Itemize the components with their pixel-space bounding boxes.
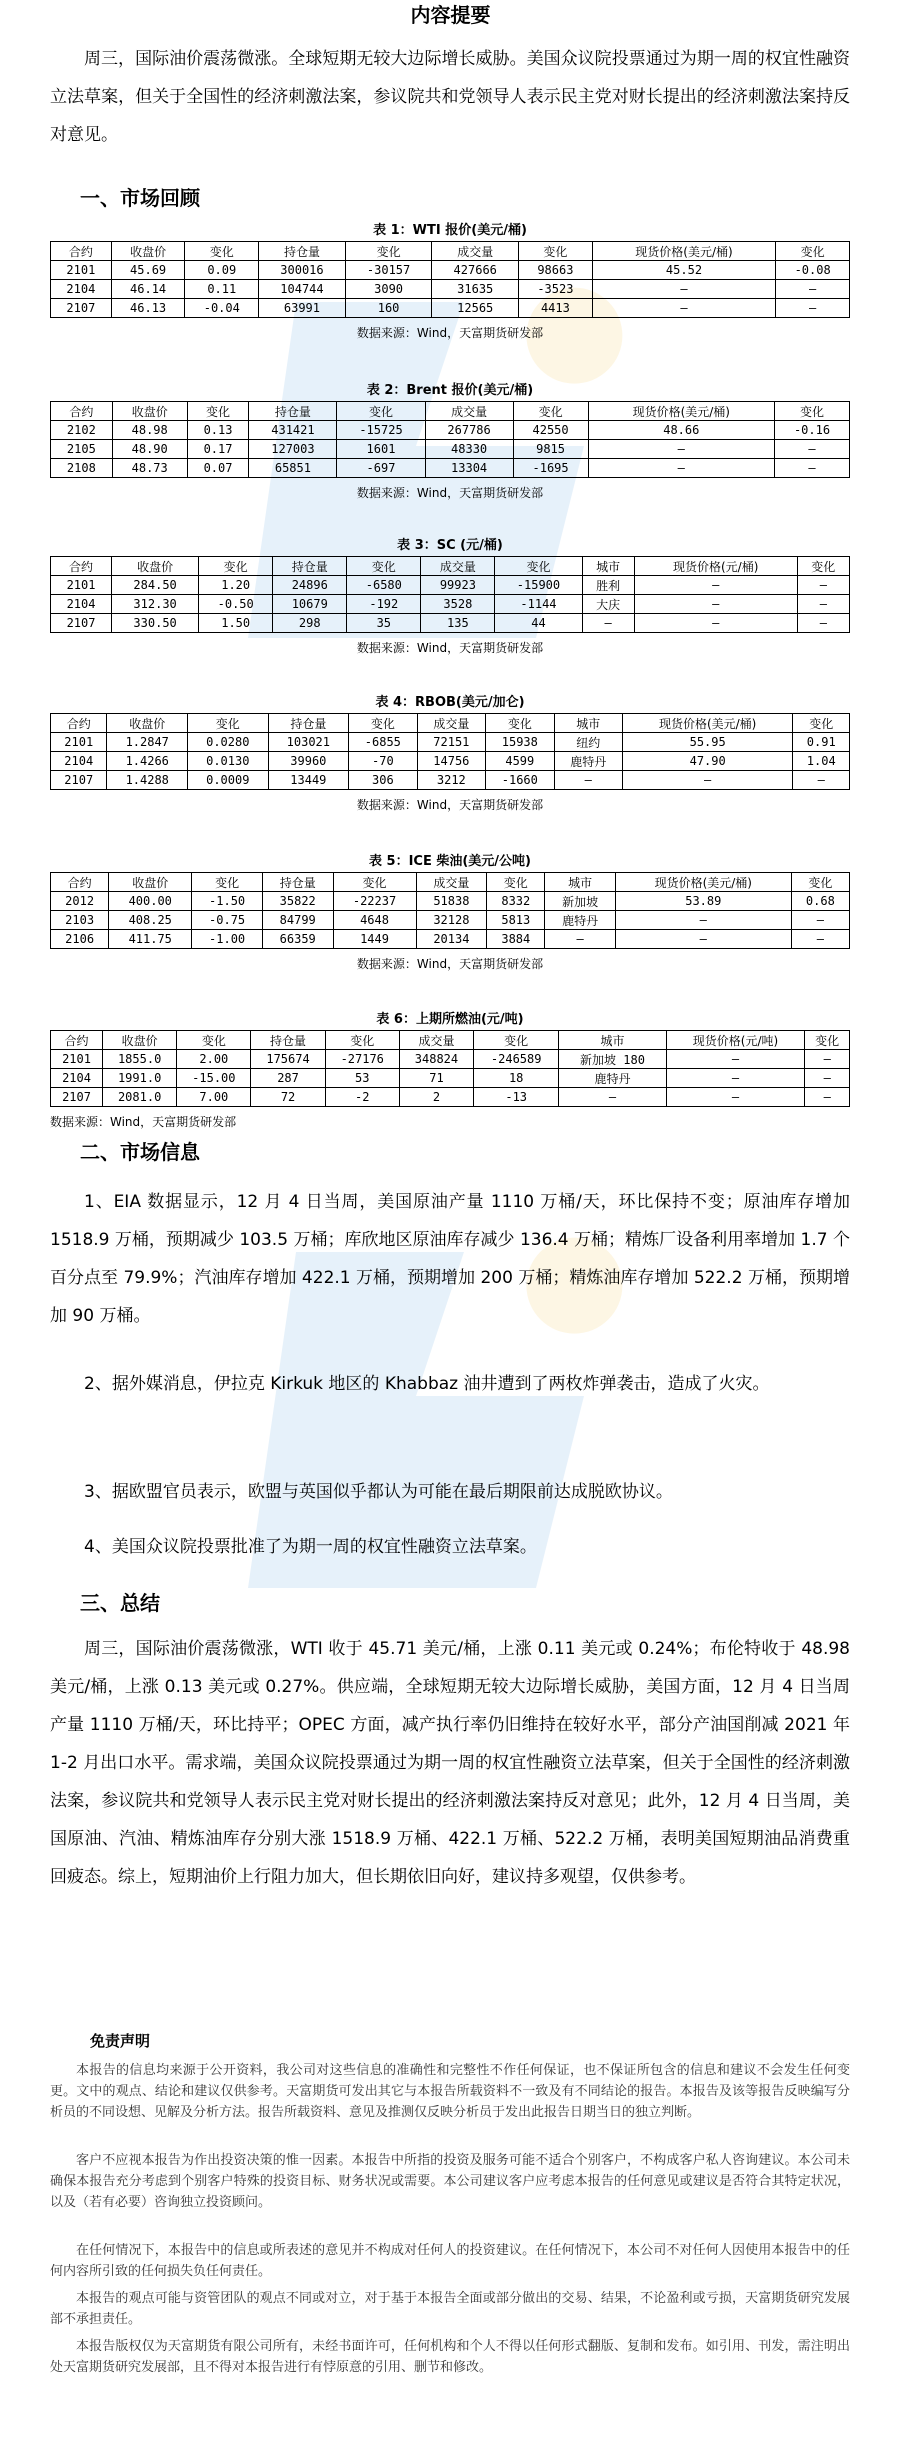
table-cell: — xyxy=(554,771,622,790)
table-cell: — xyxy=(797,595,849,614)
table-cell: 0.68 xyxy=(791,892,849,911)
table-cell: -1.00 xyxy=(192,930,263,949)
section-heading-market-review: 一、市场回顾 xyxy=(80,186,200,210)
table-cell: 44 xyxy=(495,614,582,633)
table-cell: 鹿特丹 xyxy=(554,752,622,771)
table-brent xyxy=(50,401,850,478)
table-cell: 10679 xyxy=(273,595,347,614)
header-cell: 收盘价 xyxy=(109,873,192,892)
table-cell: 39960 xyxy=(268,752,349,771)
table-shfe-fuel-oil xyxy=(50,1030,850,1107)
table-cell: — xyxy=(666,1069,805,1088)
header-cell: 变化 xyxy=(325,1031,399,1050)
table-cell: 46.14 xyxy=(111,280,185,299)
header-cell: 收盘价 xyxy=(107,714,188,733)
table-row xyxy=(51,280,850,299)
disclaimer-paragraph: 本报告版权仅为天富期货有限公司所有，未经书面许可，任何机构和个人不得以任何形式翻版、复制和发布。如引用、刊发，需注明出处天富期货研究发展部，且不得对本报告进行有悖原意的引用、删节和修改。 xyxy=(50,2339,850,2375)
table-cell: 12565 xyxy=(432,299,519,318)
header-cell: 合约 xyxy=(51,1031,103,1050)
table-cell: 99923 xyxy=(421,576,495,595)
table-cell: 51838 xyxy=(416,892,487,911)
table-cell: — xyxy=(592,280,776,299)
table-row xyxy=(51,1069,850,1088)
table-cell: — xyxy=(545,930,615,949)
header-cell: 合约 xyxy=(51,873,109,892)
table-cell: 1.20 xyxy=(199,576,273,595)
table-title: 表 3：SC (元/桶) xyxy=(397,538,503,553)
table-cell: 1601 xyxy=(337,440,425,459)
table-row xyxy=(51,576,850,595)
table-cell: 2102 xyxy=(51,421,113,440)
table-cell: 48.98 xyxy=(112,421,187,440)
table-cell: -3523 xyxy=(519,280,593,299)
table-cell: 0.0130 xyxy=(188,752,269,771)
table-cell: — xyxy=(797,576,849,595)
header-cell: 合约 xyxy=(51,242,112,261)
header-cell: 变化 xyxy=(188,714,269,733)
table-cell: 48.73 xyxy=(112,459,187,478)
table-cell: 72151 xyxy=(417,733,485,752)
table-ice-gasoil xyxy=(50,872,850,949)
header-cell: 变化 xyxy=(486,714,554,733)
table-cell: — xyxy=(805,1069,850,1088)
header-cell: 现货价格(美元/桶) xyxy=(588,402,775,421)
header-cell: 变化 xyxy=(192,873,263,892)
table-cell: 8332 xyxy=(487,892,545,911)
summary-paragraph: 周三，国际油价震荡微涨，WTI 收于 45.71 美元/桶，上涨 0.11 美元或 0.24%；布伦特收于 48.98 美元/桶，上涨 0.13 美元或 0.27%。供应端，全球短期无较大边际增长威胁，美国方面，12 月 4 日当周产量 1110 万桶/天，环比持平；OPEC 方面，减产执行率仍旧维持在较好水平，部分产油国削减 2021 年 1-2 月出口水平。需求端，美国众议院投票通过为期一周的权宜性融资立法草案，但关于全国性的经济刺激法案，参议院共和党领导人表示民主党对财长提出的经济刺激法案持反对意见；此外，12 月 4 日当周，美国原油、汽油、精炼油库存分别大涨 1518.9 万桶、422.1 万桶、522.2 万桶，表明美国短期油品消费重回疲态。综上，短期油价上行阻力加大，但长期依旧向好，建议持多观望，仅供参考。 xyxy=(50,1639,850,1887)
table-cell: 2107 xyxy=(51,614,112,633)
table-row xyxy=(51,911,850,930)
table-cell: — xyxy=(797,614,849,633)
table-cell: — xyxy=(615,930,791,949)
table-cell: -15.00 xyxy=(177,1069,251,1088)
table-cell: 13449 xyxy=(268,771,349,790)
table-cell: 53.89 xyxy=(615,892,791,911)
table-cell: -0.04 xyxy=(185,299,259,318)
header-cell: 变化 xyxy=(347,557,421,576)
table-row xyxy=(51,614,850,633)
table-cell: -1.50 xyxy=(192,892,263,911)
table-cell: — xyxy=(588,440,775,459)
table-cell: 1855.0 xyxy=(103,1050,177,1069)
table-rbob xyxy=(50,713,850,790)
table-cell: -1695 xyxy=(513,459,588,478)
table-cell: 42550 xyxy=(513,421,588,440)
table-cell: 84799 xyxy=(262,911,333,930)
table-cell: 2101 xyxy=(51,261,112,280)
table-cell: -0.16 xyxy=(775,421,850,440)
table-cell: 2105 xyxy=(51,440,113,459)
table-cell: -0.75 xyxy=(192,911,263,930)
table-cell: 160 xyxy=(345,299,432,318)
table-cell: — xyxy=(634,576,797,595)
info-item: 4、美国众议院投票批准了为期一周的权宜性融资立法草案。 xyxy=(84,1537,537,1557)
table-cell: 267786 xyxy=(425,421,513,440)
info-item: 2、据外媒消息，伊拉克 Kirkuk 地区的 Khabbaz 油井遭到了两枚炸弹袭击，造成了火灾。 xyxy=(84,1374,770,1394)
table-cell: 2107 xyxy=(51,299,112,318)
table-cell: 2101 xyxy=(51,576,112,595)
table-title: 表 4：RBOB(美元/加仑) xyxy=(375,695,525,710)
header-cell: 成交量 xyxy=(399,1031,473,1050)
table-row xyxy=(51,1088,850,1107)
header-cell: 变化 xyxy=(487,873,545,892)
table-cell: -0.08 xyxy=(776,261,850,280)
table-cell: 胜利 xyxy=(582,576,634,595)
table-cell: 18 xyxy=(474,1069,559,1088)
header-cell: 收盘价 xyxy=(103,1031,177,1050)
table-cell: 15938 xyxy=(486,733,554,752)
header-cell: 持仓量 xyxy=(259,242,346,261)
table-cell: 65851 xyxy=(249,459,337,478)
table-cell: 400.00 xyxy=(109,892,192,911)
table-header-row xyxy=(51,1031,850,1050)
table-cell: 2103 xyxy=(51,911,109,930)
table-cell: -192 xyxy=(347,595,421,614)
header-cell: 变化 xyxy=(177,1031,251,1050)
table-cell: 306 xyxy=(349,771,417,790)
header-cell: 成交量 xyxy=(416,873,487,892)
header-cell: 变化 xyxy=(513,402,588,421)
table-cell: 14756 xyxy=(417,752,485,771)
header-cell: 城市 xyxy=(582,557,634,576)
table-cell: 1991.0 xyxy=(103,1069,177,1088)
table-cell: 0.13 xyxy=(187,421,249,440)
table-cell: 0.0280 xyxy=(188,733,269,752)
header-cell: 现货价格(美元/桶) xyxy=(615,873,791,892)
disclaimer-title: 免责声明 xyxy=(90,2032,151,2050)
table-cell: -6855 xyxy=(349,733,417,752)
table-cell: -15900 xyxy=(495,576,582,595)
header-cell: 变化 xyxy=(805,1031,850,1050)
header-cell: 持仓量 xyxy=(273,557,347,576)
table-cell: 1.04 xyxy=(793,752,850,771)
table-cell: — xyxy=(622,771,793,790)
table-cell: 2101 xyxy=(51,733,107,752)
header-cell: 合约 xyxy=(51,402,113,421)
header-cell: 成交量 xyxy=(432,242,519,261)
table-cell: — xyxy=(791,930,849,949)
table-cell: -2 xyxy=(325,1088,399,1107)
table-cell: 411.75 xyxy=(109,930,192,949)
table-cell: 2108 xyxy=(51,459,113,478)
table-cell: — xyxy=(666,1088,805,1107)
table-cell: — xyxy=(805,1088,850,1107)
table-cell: 2104 xyxy=(51,280,112,299)
table-cell: 330.50 xyxy=(112,614,199,633)
table-cell: — xyxy=(776,299,850,318)
table-cell: 4648 xyxy=(333,911,416,930)
table-cell: 1.2847 xyxy=(107,733,188,752)
table-cell: 鹿特丹 xyxy=(545,911,615,930)
table-cell: — xyxy=(615,911,791,930)
table-cell: 0.09 xyxy=(185,261,259,280)
table-cell: 135 xyxy=(421,614,495,633)
table-cell: 纽约 xyxy=(554,733,622,752)
table-cell: — xyxy=(634,614,797,633)
header-cell: 成交量 xyxy=(425,402,513,421)
table-cell: 103021 xyxy=(268,733,349,752)
table-row xyxy=(51,930,850,949)
table-cell: 427666 xyxy=(432,261,519,280)
header-cell: 合约 xyxy=(51,557,112,576)
table-row xyxy=(51,1050,850,1069)
table-cell: -13 xyxy=(474,1088,559,1107)
table-cell: 2107 xyxy=(51,771,107,790)
table-cell: 55.95 xyxy=(622,733,793,752)
table-cell: 45.69 xyxy=(111,261,185,280)
disclaimer-paragraph: 在任何情况下，本报告中的信息或所表述的意见并不构成对任何人的投资建议。在任何情况下，本公司不对任何人因使用本报告中的任何内容所引致的任何损失负任何责任。 xyxy=(50,2243,850,2279)
table-cell: — xyxy=(666,1050,805,1069)
table-cell: — xyxy=(775,440,850,459)
header-cell: 城市 xyxy=(559,1031,666,1050)
data-source-note: 数据来源：Wind，天富期货研发部 xyxy=(356,957,544,971)
header-cell: 成交量 xyxy=(417,714,485,733)
table-cell: 46.13 xyxy=(111,299,185,318)
section-heading-market-info: 二、市场信息 xyxy=(80,1140,200,1164)
table-cell: 63991 xyxy=(259,299,346,318)
header-cell: 城市 xyxy=(554,714,622,733)
header-cell: 收盘价 xyxy=(112,402,187,421)
table-header-row xyxy=(51,402,850,421)
header-cell: 变化 xyxy=(474,1031,559,1050)
table-title: 表 1：WTI 报价(美元/桶) xyxy=(373,223,527,238)
header-cell: 变化 xyxy=(793,714,850,733)
data-source-note: 数据来源：Wind，天富期货研发部 xyxy=(356,326,544,340)
header-cell: 变化 xyxy=(776,242,850,261)
table-cell: 5813 xyxy=(487,911,545,930)
section-heading-summary: 三、总结 xyxy=(80,1591,160,1615)
table-row xyxy=(51,440,850,459)
header-cell: 变化 xyxy=(333,873,416,892)
table-cell: 3212 xyxy=(417,771,485,790)
table-cell: 7.00 xyxy=(177,1088,251,1107)
table-cell: 1.4288 xyxy=(107,771,188,790)
header-cell: 变化 xyxy=(337,402,425,421)
table-cell: 0.0009 xyxy=(188,771,269,790)
table-cell: 1449 xyxy=(333,930,416,949)
table-sc xyxy=(50,556,850,633)
header-cell: 变化 xyxy=(495,557,582,576)
table-cell: 2104 xyxy=(51,1069,103,1088)
table-cell: 2012 xyxy=(51,892,109,911)
intro-paragraph: 周三，国际油价震荡微涨。全球短期无较大边际增长威胁。美国众议院投票通过为期一周的权宜性融资立法草案，但关于全国性的经济刺激法案，参议院共和党领导人表示民主党对财长提出的经济刺激法案持反对意见。 xyxy=(50,49,850,145)
header-cell: 持仓量 xyxy=(249,402,337,421)
table-header-row xyxy=(51,873,850,892)
table-cell: 175674 xyxy=(251,1050,325,1069)
table-cell: 98663 xyxy=(519,261,593,280)
table-cell: 300016 xyxy=(259,261,346,280)
table-cell: 4413 xyxy=(519,299,593,318)
table-cell: 2106 xyxy=(51,930,109,949)
table-row xyxy=(51,261,850,280)
table-cell: — xyxy=(588,459,775,478)
table-cell: 2107 xyxy=(51,1088,103,1107)
table-cell: 284.50 xyxy=(112,576,199,595)
table-cell: 1.4266 xyxy=(107,752,188,771)
table-cell: 348824 xyxy=(399,1050,473,1069)
table-cell: 408.25 xyxy=(109,911,192,930)
table-cell: 3884 xyxy=(487,930,545,949)
header-cell: 变化 xyxy=(519,242,593,261)
table-cell: 72 xyxy=(251,1088,325,1107)
table-cell: 2081.0 xyxy=(103,1088,177,1107)
table-cell: 48330 xyxy=(425,440,513,459)
table-cell: 32128 xyxy=(416,911,487,930)
table-header-row xyxy=(51,557,850,576)
table-cell: -0.50 xyxy=(199,595,273,614)
table-cell: 35 xyxy=(347,614,421,633)
table-cell: 71 xyxy=(399,1069,473,1088)
header-cell: 变化 xyxy=(791,873,849,892)
table-row xyxy=(51,771,850,790)
table-cell: 24896 xyxy=(273,576,347,595)
table-cell: — xyxy=(791,911,849,930)
table-row xyxy=(51,421,850,440)
table-cell: 2 xyxy=(399,1088,473,1107)
disclaimer-paragraph: 本报告的观点可能与资管团队的观点不同或对立，对于基于本报告全面或部分做出的交易、结果，不论盈利或亏损，天富期货研究发展部不承担责任。 xyxy=(50,2291,850,2327)
table-cell: 53 xyxy=(325,1069,399,1088)
table-cell: 0.17 xyxy=(187,440,249,459)
header-cell: 收盘价 xyxy=(111,242,185,261)
table-cell: 31635 xyxy=(432,280,519,299)
table-cell: — xyxy=(805,1050,850,1069)
header-cell: 现货价格(元/吨) xyxy=(666,1031,805,1050)
table-cell: 新加坡 180 xyxy=(559,1050,666,1069)
table-title: 表 5：ICE 柴油(美元/公吨) xyxy=(369,854,531,869)
table-header-row xyxy=(51,242,850,261)
table-title: 表 6：上期所燃油(元/吨) xyxy=(376,1012,524,1027)
table-cell: 0.11 xyxy=(185,280,259,299)
table-cell: 35822 xyxy=(262,892,333,911)
table-row xyxy=(51,299,850,318)
table-cell: 312.30 xyxy=(112,595,199,614)
table-cell: 2104 xyxy=(51,595,112,614)
header-cell: 变化 xyxy=(185,242,259,261)
table-cell: 298 xyxy=(273,614,347,633)
header-cell: 变化 xyxy=(797,557,849,576)
table-cell: -70 xyxy=(349,752,417,771)
header-cell: 现货价格(美元/桶) xyxy=(592,242,776,261)
table-cell: — xyxy=(559,1088,666,1107)
table-cell: -15725 xyxy=(337,421,425,440)
table-cell: 大庆 xyxy=(582,595,634,614)
disclaimer-paragraph: 客户不应视本报告为作出投资决策的惟一因素。本报告中所指的投资及服务可能不适合个别客户，不构成客户私人咨询建议。本公司未确保本报告充分考虑到个别客户特殊的投资目标、财务状况或需要。本公司建议客户应考虑本报告的任何意见或建议是否符合其特定状况，以及（若有必要）咨询独立投资顾问。 xyxy=(50,2153,850,2210)
table-cell: -697 xyxy=(337,459,425,478)
table-cell: 13304 xyxy=(425,459,513,478)
table-cell: 431421 xyxy=(249,421,337,440)
table-cell: 3528 xyxy=(421,595,495,614)
header-cell: 城市 xyxy=(545,873,615,892)
header-cell: 收盘价 xyxy=(112,557,199,576)
table-cell: 2101 xyxy=(51,1050,103,1069)
header-cell: 持仓量 xyxy=(262,873,333,892)
header-cell: 现货价格(美元/桶) xyxy=(622,714,793,733)
data-source-note: 数据来源：Wind，天富期货研发部 xyxy=(50,1115,237,1129)
table-cell: -30157 xyxy=(345,261,432,280)
table-cell: 0.91 xyxy=(793,733,850,752)
header-cell: 变化 xyxy=(199,557,273,576)
data-source-note: 数据来源：Wind，天富期货研发部 xyxy=(356,798,544,812)
table-cell: 3090 xyxy=(345,280,432,299)
header-cell: 成交量 xyxy=(421,557,495,576)
header-cell: 变化 xyxy=(345,242,432,261)
header-cell: 变化 xyxy=(349,714,417,733)
table-cell: -27176 xyxy=(325,1050,399,1069)
table-cell: 66359 xyxy=(262,930,333,949)
table-cell: 新加坡 xyxy=(545,892,615,911)
table-row xyxy=(51,459,850,478)
header-cell: 持仓量 xyxy=(251,1031,325,1050)
table-cell: — xyxy=(582,614,634,633)
table-cell: — xyxy=(793,771,850,790)
table-cell: -6580 xyxy=(347,576,421,595)
table-cell: 104744 xyxy=(259,280,346,299)
table-header-row xyxy=(51,714,850,733)
table-cell: 0.07 xyxy=(187,459,249,478)
header-cell: 持仓量 xyxy=(268,714,349,733)
header-cell: 合约 xyxy=(51,714,107,733)
table-cell: 20134 xyxy=(416,930,487,949)
data-source-note: 数据来源：Wind，天富期货研发部 xyxy=(356,486,544,500)
table-cell: 9815 xyxy=(513,440,588,459)
table-cell: 4599 xyxy=(486,752,554,771)
table-cell: -22237 xyxy=(333,892,416,911)
table-cell: — xyxy=(592,299,776,318)
table-cell: 287 xyxy=(251,1069,325,1088)
table-cell: 2.00 xyxy=(177,1050,251,1069)
table-cell: — xyxy=(775,459,850,478)
table-title: 表 2：Brent 报价(美元/桶) xyxy=(366,383,534,398)
data-source-note: 数据来源：Wind，天富期货研发部 xyxy=(356,641,544,655)
table-cell: 47.90 xyxy=(622,752,793,771)
table-wti xyxy=(50,241,850,318)
table-row xyxy=(51,892,850,911)
info-item: 3、据欧盟官员表示，欧盟与英国似乎都认为可能在最后期限前达成脱欧协议。 xyxy=(84,1482,673,1502)
table-cell: -246589 xyxy=(474,1050,559,1069)
table-cell: — xyxy=(776,280,850,299)
table-cell: — xyxy=(634,595,797,614)
table-cell: -1660 xyxy=(486,771,554,790)
header-cell: 变化 xyxy=(187,402,249,421)
disclaimer-paragraph: 本报告的信息均来源于公开资料，我公司对这些信息的准确性和完整性不作任何保证，也不保证所包含的信息和建议不会发生任何变更。文中的观点、结论和建议仅供参考。天富期货可发出其它与本报告所载资料不一致及有不同结论的报告。本报告及该等报告反映编写分析员的不同设想、见解及分析方法。报告所载资料、意见及推测仅反映分析员于发出此报告日期当日的独立判断。 xyxy=(50,2063,850,2120)
info-item: 1、EIA 数据显示，12 月 4 日当周，美国原油产量 1110 万桶/天，环比保持不变；原油库存增加 1518.9 万桶，预期减少 103.5 万桶；库欣地区原油库存减少 136.4 万桶；精炼厂设备利用率增加 1.7 个百分点至 79.9%；汽油库存增加 422.1 万桶，预期增加 200 万桶；精炼油库存增加 522.2 万桶，预期增加 90 万桶。 xyxy=(50,1192,850,1326)
table-cell: 127003 xyxy=(249,440,337,459)
header-cell: 现货价格(元/桶) xyxy=(634,557,797,576)
table-row xyxy=(51,752,850,771)
table-cell: 2104 xyxy=(51,752,107,771)
table-cell: -1144 xyxy=(495,595,582,614)
table-cell: 48.66 xyxy=(588,421,775,440)
table-cell: 1.50 xyxy=(199,614,273,633)
table-cell: 48.90 xyxy=(112,440,187,459)
table-cell: 鹿特丹 xyxy=(559,1069,666,1088)
page-title: 内容提要 xyxy=(410,3,491,27)
header-cell: 变化 xyxy=(775,402,850,421)
table-row xyxy=(51,733,850,752)
table-row xyxy=(51,595,850,614)
table-cell: 45.52 xyxy=(592,261,776,280)
